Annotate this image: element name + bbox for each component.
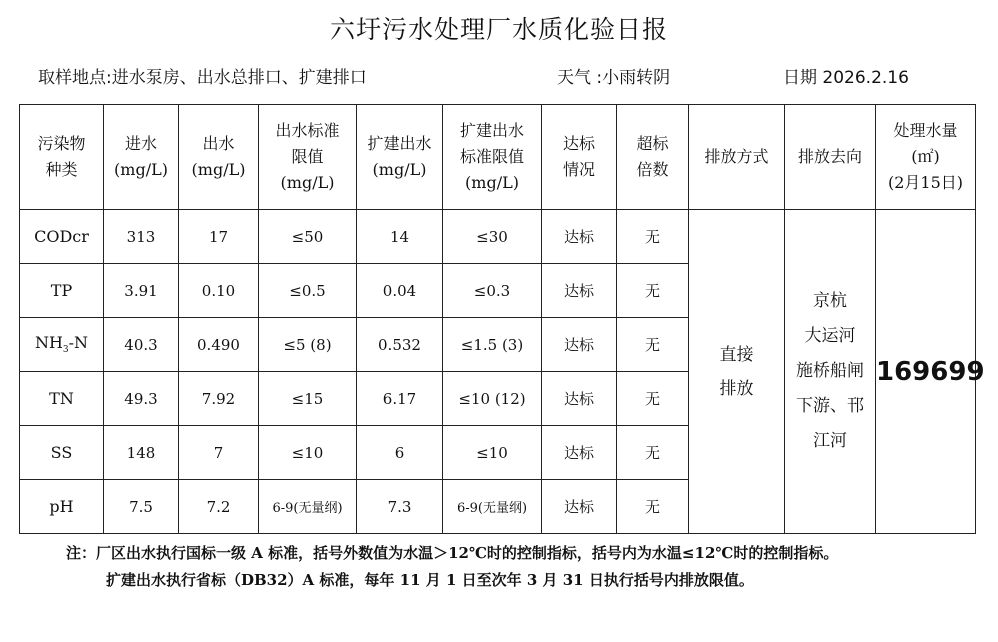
ext-outlet-value: 7.3 — [357, 480, 443, 534]
ext-outlet-value: 0.532 — [357, 318, 443, 372]
header-discharge-dest: 排放去向 — [785, 105, 876, 210]
compliance-status: 达标 — [542, 426, 617, 480]
outlet-value: 17 — [179, 210, 259, 264]
compliance-status: 达标 — [542, 264, 617, 318]
ext-limit: ≤0.3 — [443, 264, 542, 318]
exceed-multiple: 无 — [617, 426, 689, 480]
outlet-limit: ≤0.5 — [259, 264, 357, 318]
header-ext-outlet: 扩建出水 (mg/L) — [357, 105, 443, 210]
outlet-value: 0.490 — [179, 318, 259, 372]
header-exceed: 超标 倍数 — [617, 105, 689, 210]
outlet-limit: 6-9(无量纲) — [259, 480, 357, 534]
ext-outlet-value: 6.17 — [357, 372, 443, 426]
inlet-value: 49.3 — [104, 372, 179, 426]
report-date: 日期 2026.2.16 — [783, 68, 909, 88]
outlet-value: 7.92 — [179, 372, 259, 426]
sampling-location: 取样地点:进水泵房、出水总排口、扩建排口 — [38, 68, 367, 88]
pollutant-name: $NH_3-N$ — [20, 318, 104, 372]
header-pollutant: 污染物 种类 — [20, 105, 104, 210]
header-flow: 处理水量 (㎡) (2月15日) — [876, 105, 976, 210]
discharge-destination: 京杭 大运河 施桥船闸 下游、邗 江河 — [785, 210, 876, 534]
exceed-multiple: 无 — [617, 318, 689, 372]
pollutant-name: TP — [20, 264, 104, 318]
inlet-value: 7.5 — [104, 480, 179, 534]
outlet-value: 7.2 — [179, 480, 259, 534]
table-header-row — [20, 105, 976, 210]
outlet-value: 0.10 — [179, 264, 259, 318]
header-outlet: 出水 (mg/L) — [179, 105, 259, 210]
exceed-multiple: 无 — [617, 210, 689, 264]
outlet-limit: ≤15 — [259, 372, 357, 426]
outlet-limit: ≤10 — [259, 426, 357, 480]
pollutant-name: SS — [20, 426, 104, 480]
table-row — [20, 210, 976, 264]
report-title: 六圩污水处理厂水质化验日报 — [329, 15, 668, 44]
pollutant-name: TN — [20, 372, 104, 426]
header-discharge-mode: 排放方式 — [689, 105, 785, 210]
header-outlet-limit: 出水标准 限值 (mg/L) — [259, 105, 357, 210]
compliance-status: 达标 — [542, 318, 617, 372]
pollutant-name: pH — [20, 480, 104, 534]
ext-limit: ≤10 (12) — [443, 372, 542, 426]
weather: 天气 :小雨转阴 — [557, 68, 671, 88]
compliance-status: 达标 — [542, 480, 617, 534]
compliance-status: 达标 — [542, 210, 617, 264]
ext-limit: ≤30 — [443, 210, 542, 264]
ext-limit: ≤10 — [443, 426, 542, 480]
ext-outlet-value: 14 — [357, 210, 443, 264]
header-compliance: 达标 情况 — [542, 105, 617, 210]
ext-outlet-value: 6 — [357, 426, 443, 480]
discharge-mode: 直接 排放 — [689, 210, 785, 534]
note-line-1: 注：厂区出水执行国标一级 A 标准，括号外数值为水温＞12℃时的控制指标，括号内为水温≤12℃时的控制指标。 — [66, 544, 839, 562]
note-line-2: 扩建出水执行省标（DB32）A 标准，每年 11 月 1 日至次年 3 月 31 日执行括号内排放限值。 — [106, 571, 754, 589]
outlet-limit: ≤5 (8) — [259, 318, 357, 372]
ext-limit: 6-9(无量纲) — [443, 480, 542, 534]
exceed-multiple: 无 — [617, 264, 689, 318]
inlet-value: 148 — [104, 426, 179, 480]
ext-limit: ≤1.5 (3) — [443, 318, 542, 372]
ext-outlet-value: 0.04 — [357, 264, 443, 318]
exceed-multiple: 无 — [617, 480, 689, 534]
inlet-value: 40.3 — [104, 318, 179, 372]
compliance-status: 达标 — [542, 372, 617, 426]
water-quality-table — [19, 104, 985, 534]
header-inlet: 进水 (mg/L) — [104, 105, 179, 210]
outlet-limit: ≤50 — [259, 210, 357, 264]
header-ext-limit: 扩建出水 标准限值 (mg/L) — [443, 105, 542, 210]
outlet-value: 7 — [179, 426, 259, 480]
footnotes — [66, 540, 838, 594]
pollutant-name: CODcr — [20, 210, 104, 264]
treated-flow-value: 169699 — [876, 210, 976, 534]
inlet-value: 313 — [104, 210, 179, 264]
exceed-multiple: 无 — [617, 372, 689, 426]
inlet-value: 3.91 — [104, 264, 179, 318]
